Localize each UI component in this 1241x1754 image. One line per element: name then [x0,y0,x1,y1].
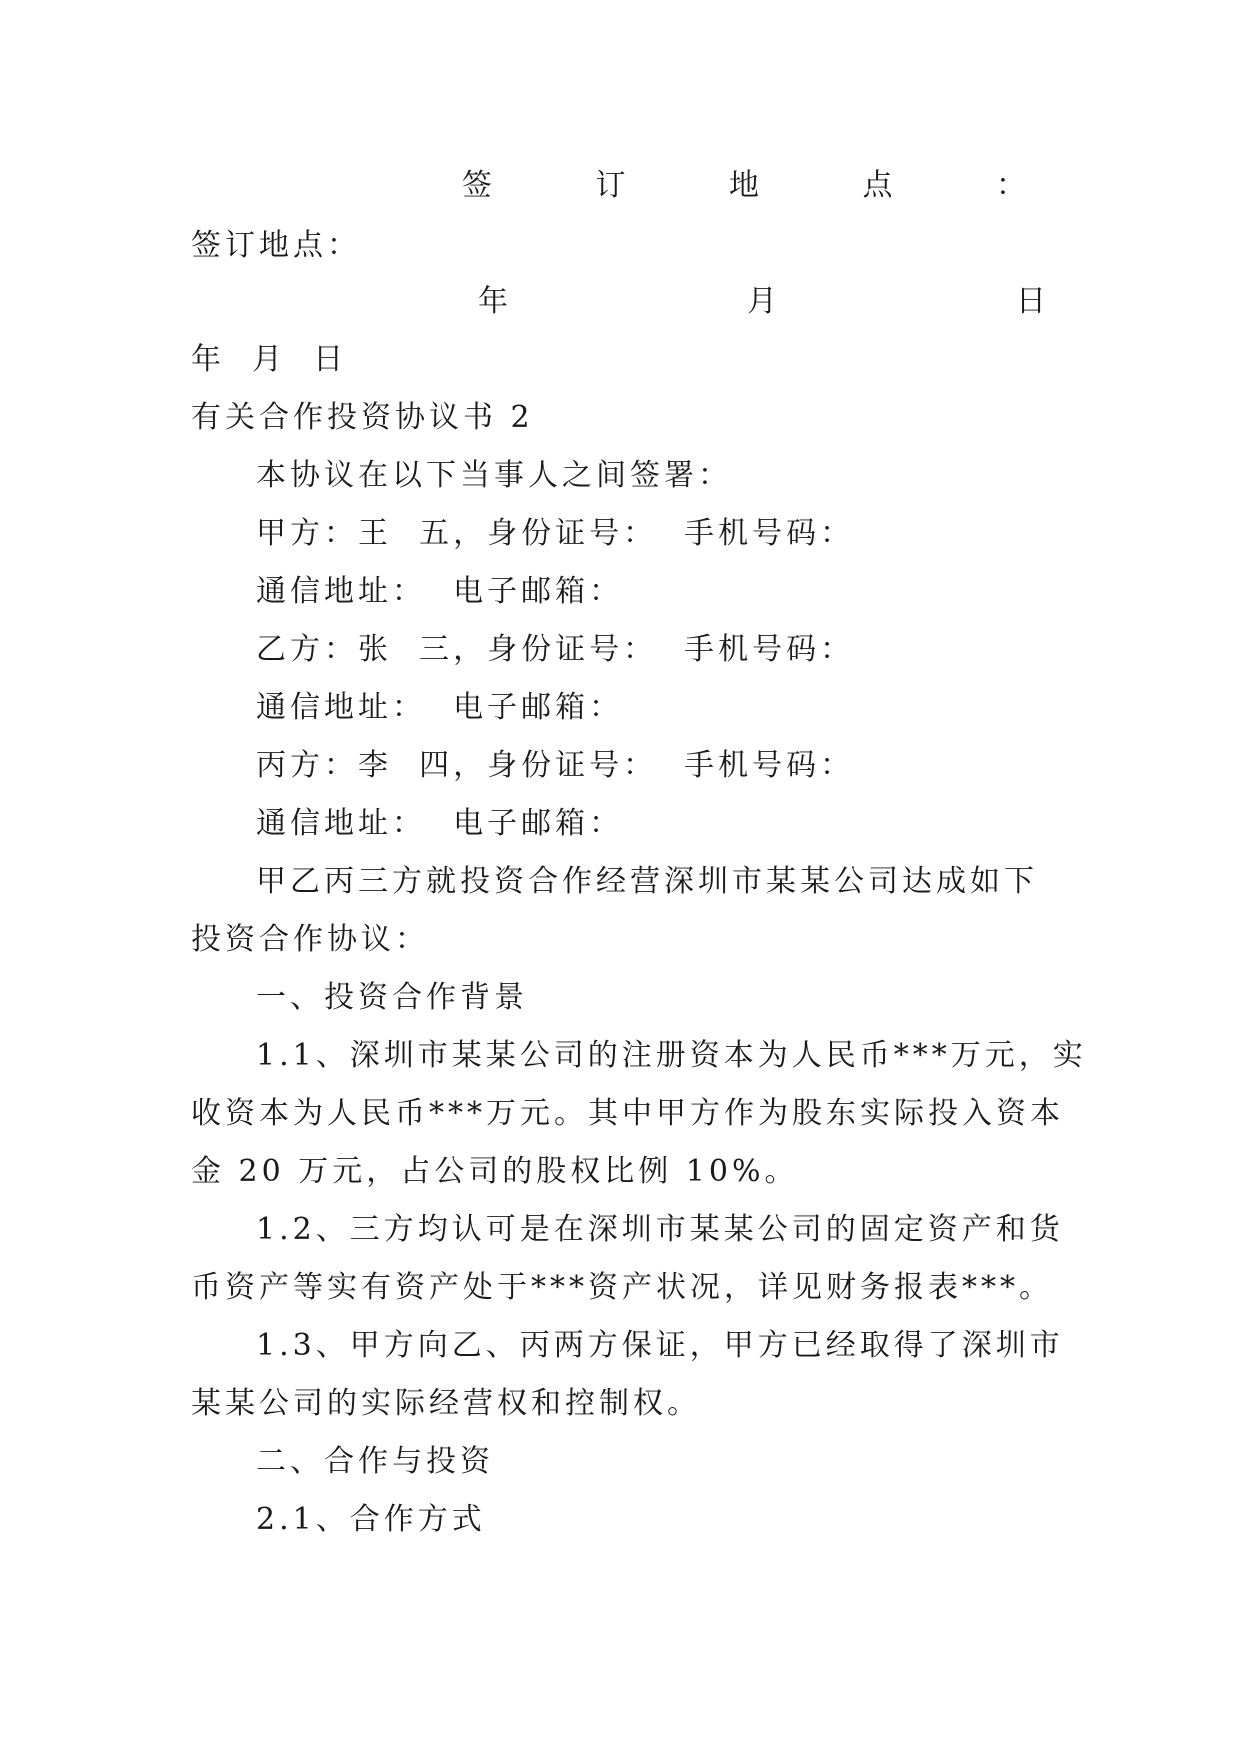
clause-2-1: 2.1、合作方式 [256,1502,486,1537]
document-title: 有关合作投资协议书 2 [191,400,534,435]
spread-char: 年 [478,284,512,319]
clause-1-3-line-2: 某某公司的实际经营权和控制权。 [191,1386,701,1421]
date-spread [478,282,1050,322]
party-a-contact: 通信地址： 电子邮箱： [256,574,624,609]
spread-char: 点 [862,168,897,203]
signing-place-spread [462,166,1030,206]
clause-1-2-line-1: 1.2、三方均认可是在深圳市某某公司的固定资产和货 [256,1212,1064,1247]
spread-char: ： [996,168,1030,203]
signing-place: 签订地点： [191,228,361,263]
preamble-line-1: 甲乙丙三方就投资合作经营深圳市某某公司达成如下 [256,864,1038,899]
section-1-heading: 一、投资合作背景 [256,980,528,1015]
party-b-contact: 通信地址： 电子邮箱： [256,690,624,725]
clause-1-1-line-3: 金 20 万元，占公司的股权比例 10%。 [191,1154,799,1189]
party-a-line: 甲方：王 五，身份证号： 手机号码： [256,516,855,551]
spread-char: 日 [1016,284,1050,319]
clause-1-1-line-2: 收资本为人民币***万元。其中甲方作为股东实际投入资本 [191,1096,1064,1131]
date-line: 年 月 日 [191,342,348,377]
party-c-line: 丙方：李 四，身份证号： 手机号码： [256,748,855,783]
spread-char: 地 [729,168,763,203]
party-c-contact: 通信地址： 电子邮箱： [256,806,624,841]
spread-char: 订 [595,168,630,203]
section-2-heading: 二、合作与投资 [256,1444,494,1479]
spread-char: 签 [462,168,496,203]
party-b-line: 乙方：张 三，身份证号： 手机号码： [256,632,855,667]
preamble-line-2: 投资合作协议： [191,922,429,957]
clause-1-1-line-1: 1.1、深圳市某某公司的注册资本为人民币***万元，实 [256,1038,1087,1073]
clause-1-3-line-1: 1.3、甲方向乙、丙两方保证，甲方已经取得了深圳市 [256,1328,1064,1363]
intro-text: 本协议在以下当事人之间签署： [256,458,732,493]
spread-char: 月 [747,284,781,319]
clause-1-2-line-2: 币资产等实有资产处于***资产状况，详见财务报表***。 [191,1270,1053,1305]
